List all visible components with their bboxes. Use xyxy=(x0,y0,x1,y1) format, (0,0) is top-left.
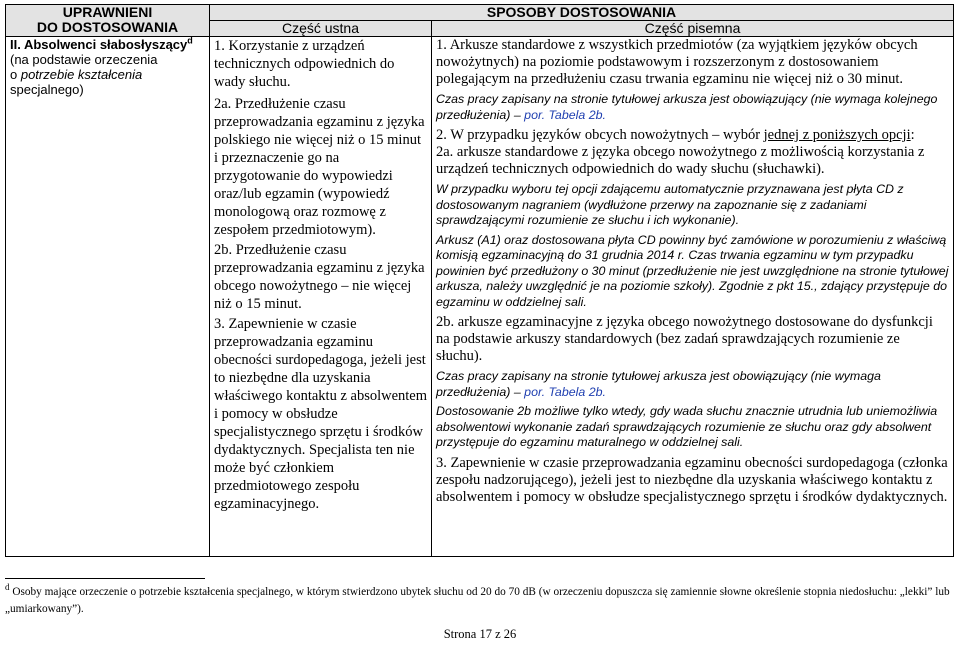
accommodations-table xyxy=(5,4,954,557)
footnote xyxy=(5,584,953,618)
written-note-2: W przypadku wyboru tej opcji zdającemu automatycznie przyznawana jest płyta CD z dostosowanym nagraniem (wydłużone przerwy na zapoznanie się z zadaniami sprawdzającymi rozumienie ze słuchu i ich wykonanie). xyxy=(436,182,904,227)
header-uprawnieni xyxy=(6,5,210,37)
header-pisemna: Część pisemna xyxy=(432,21,954,37)
written-item-2 xyxy=(436,127,949,144)
written-note-1-ref: por. Tabela 2b. xyxy=(524,107,606,122)
written-item-1: 1. Arkusze standardowe z wszystkich przedmiotów (za wyjątkiem języków obcych nowożytnych) na poziomie podstawowym i rozszerzonym z dostosowaniem polegającym na przedłużeniu czasu trwania egzaminu nie więcej niż o 30 minut. xyxy=(436,37,918,87)
group-title: II. Absolwenci słabosłyszący xyxy=(10,37,188,52)
group-cell xyxy=(6,37,210,557)
group-line3-prefix: o xyxy=(10,67,21,82)
written-cell xyxy=(432,37,954,557)
group-title-sup: d xyxy=(187,35,193,46)
written-note-3: Arkusz (A1) oraz dostosowana płyta CD powinny być zamówione w porozumieniu z właściwą komisją egzaminacyjną do 31 grudnia 2014 r. Czas trwania egzaminu w tym przypadku powinien być przedłużony o 30 minut (przedłużenie nie jest uwzględnione na stronie tytułowej arkusza, należy uwzględnić je na poziomie szkoły). Zgodnie z pkt 15., zdający przystępuje do egzaminu w oddzielnej sali. xyxy=(436,232,949,309)
footnote-marker: d xyxy=(5,582,10,593)
group-line4: specjalnego) xyxy=(10,82,84,97)
written-note-1-text: Czas pracy zapisany na stronie tytułowej arkusza jest obowiązujący (nie wymaga kolejnego przedłużenia) – xyxy=(436,92,938,122)
written-item-3: 3. Zapewnienie w czasie przeprowadzania egzaminu obecności surdopedagoga (członka zespołu nadzorującego), jeżeli jest to niezbędne dla uzyskania właściwego kontaktu z absolwentem i pomocy w obsłudze specjalistycznego sprzętu i środków dydaktycznych. xyxy=(436,454,948,505)
written-item-2a: 2a. arkusze standardowe z języka obcego nowożytnego z możliwością korzystania z urządzeń technicznych odpowiednich do wady słuchu (słuchawki). xyxy=(436,144,925,177)
header-sposoby: SPOSOBY DOSTOSOWANIA xyxy=(210,5,954,21)
oral-item-1: 1. Korzystanie z urządzeń technicznych odpowiednich do wady słuchu. xyxy=(214,38,395,90)
footnote-text: Osoby mające orzeczenie o potrzebie kształcenia specjalnego, w którym stwierdzono ubytek słuchu od 20 do 70 dB (w orzeczeniu dopuszcza się zamiennie słowne określenie stopnia niedosłuchu: „lekki” lub „umiarkowany”). xyxy=(5,586,950,615)
written-item-2-suffix: : xyxy=(910,127,915,143)
header-ustna: Część ustna xyxy=(210,21,432,37)
written-note-5: Dostosowanie 2b możliwe tylko wtedy, gdy wada słuchu znacznie utrudnia lub uniemożliwia absolwentowi wykonanie zadań sprawdzających rozumienie ze słuchu oraz gdy absolwent przystępuje do egzaminu maturalnego w oddzielnej sali. xyxy=(436,404,938,449)
oral-item-2b: 2b. Przedłużenie czasu przeprowadzania egzaminu z języka obcego nowożytnego – nie więcej niż o 15 minut. xyxy=(214,242,425,312)
oral-cell xyxy=(210,37,432,557)
written-note-4 xyxy=(436,369,949,400)
written-item-2-prefix: 2. W przypadku języków obcych nowożytnych – wybór xyxy=(436,127,764,143)
page-number: Strona 17 z 26 xyxy=(443,627,517,641)
oral-item-2a: 2a. Przedłużenie czasu przeprowadzania egzaminu z języka polskiego nie więcej niż o 15 minut i przeznaczenie go na przygotowanie do wypowiedzi oraz/lub egzamin (wypowiedź monologową oraz rozmowę z zespołem przedmiotowym). xyxy=(214,96,425,238)
written-item-2b: 2b. arkusze egzaminacyjne z języka obcego nowożytnego dostosowane do dysfunkcji na podstawie arkuszy standardowych (bez zadań sprawdzających rozumienie ze słuchu). xyxy=(436,314,933,364)
written-note-4-ref: por. Tabela 2b. xyxy=(524,384,606,399)
written-item-2-underline: jednej z poniższych opcji xyxy=(763,127,911,143)
footnote-rule xyxy=(5,578,205,579)
header-col1-line2: DO DOSTOSOWANIA xyxy=(36,19,179,35)
header-col1-line1: UPRAWNIENI xyxy=(62,4,153,20)
written-note-1 xyxy=(436,92,949,123)
oral-item-3: 3. Zapewnienie w czasie przeprowadzania egzaminu obecności surdopedagoga, jeżeli jest to niezbędne dla uzyskania właściwego kontaktu z absolwentem i pomocy w obsłudze specjalistycznego sprzętu i środków dydaktycznych. Specjalista ten nie może być członkiem przedmiotowego zespołu egzaminacyjnego. xyxy=(214,316,428,512)
group-line2: (na podstawie orzeczenia xyxy=(10,52,158,67)
group-line3-italic: potrzebie kształcenia xyxy=(20,67,143,82)
written-note-4-text: Czas pracy zapisany na stronie tytułowej arkusza jest obowiązujący (nie wymaga przedłużenia) – xyxy=(436,369,881,399)
